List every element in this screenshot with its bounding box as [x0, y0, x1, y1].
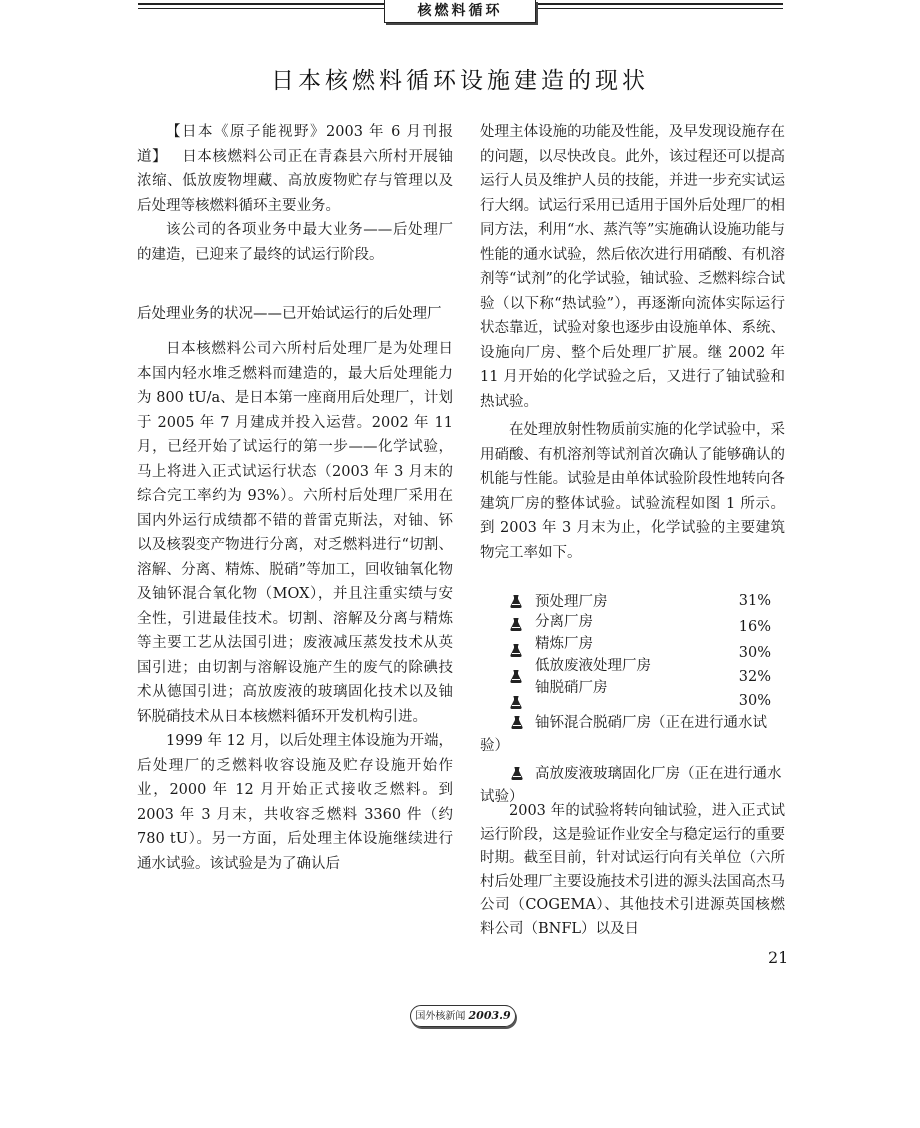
- item-value: 30%: [738, 645, 771, 661]
- paragraph: 日本核燃料公司六所村后处理厂是为处理日本国内轻水堆乏燃料而建造的，最大后处理能力为 800 tU/a、是日本第一座商用后处理厂，计划于 2005 年 7 月建成并投入运营。2002 年 11 月，已经开始了试运行的第一步——化学试验，马上将进入正式试运行状态（2003 年 3 月末的综合完工率约为 93%）。六所村后处理厂采用在国内外运行成绩都不错的普雷克斯法，对铀、钚以及核裂变产物进行分离，对乏燃料进行“切割、溶解、分离、精炼、脱硝”等加工，回收铀氧化物及铀钚混合氧化物（MOX），并且注重实绩与安全性，引进最佳技术。切割、溶解及分离与精炼等主要工艺从法国引进；废液减压蒸发技术从英国引进；由切割与溶解设施产生的废气的除碘技术从德国引进；高放废液的玻璃固化技术以及铀钚脱硝技术从日本核燃料循环开发机构引进。: [137, 341, 453, 725]
- item-value: 16%: [738, 619, 771, 635]
- paragraph: [480, 800, 785, 941]
- right-column: [480, 120, 785, 565]
- list-item: [509, 590, 771, 612]
- item-value: 31%: [738, 593, 771, 609]
- item-value: 32%: [738, 669, 771, 685]
- journal-name: 国外核新闻: [415, 1011, 466, 1022]
- flask-icon: [509, 595, 523, 609]
- list-item: [509, 654, 771, 685]
- list-item: [509, 676, 771, 709]
- intro-text: 日本核燃料公司正在青森县六所村开展铀浓缩、低放废物埋藏、高放废物贮存与管理以及后处理等核燃料循环主要业务。: [137, 148, 454, 214]
- item-label: 精炼厂房: [535, 636, 593, 652]
- paragraph: 在处理放射性物质前实施的化学试验中，采用硝酸、有机溶剂等试剂首次确认了能够确认的机能与性能。试验是由单体试验阶段性地转向各建筑厂房的整体试验。试验流程如图 1 所示。到 2003 年 3 月末为止，化学试验的主要建筑物完工率如下。: [480, 422, 785, 561]
- item-value: 30%: [738, 693, 771, 709]
- item-label: 预处理厂房: [535, 594, 608, 610]
- bullet-item: [480, 712, 785, 758]
- bullet-text: 高放废液玻璃固化厂房（正在进行通水试验）: [480, 766, 782, 805]
- paragraph: 处理主体设施的功能及性能，及早发现设施存在的问题，以尽快改良。此外，该过程还可以提高运行人员及维护人员的技能，并进一步充实试运行大纲。试运行采用已适用于国外后处理厂的相同方法，利用“水、蒸汽等”实施确认设施功能与性能的通水试验，然后依次进行用硝酸、有机溶剂等“试剂”的化学试验，铀试验、乏燃料综合试验（以下称“热试验”），再逐渐向流体实际运行状态靠近，试验对象也逐步由设施单体、系统、设施向厂房、整个后处理厂扩展。继 2002 年 11 月开始的化学试验之后，又进行了铀试验和热试验。: [480, 124, 785, 410]
- journal-badge: [410, 1005, 516, 1027]
- paragraph: 1999 年 12 月，以后处理主体设施为开端，后处理厂的乏燃料收容设施及贮存设施开始作业，2000 年 12 月开始正式接收乏燃料。到 2003 年 3 月末，共收容乏燃料 3360 件（约 780 tU）。另一方面，后处理主体设施继续进行通水试验。该试验是为了确认后: [137, 733, 453, 872]
- item-label: 分离厂房: [535, 614, 593, 630]
- list-item: [509, 610, 771, 635]
- source-citation: 【日本《原子能视野》2003 年 6 月刊报道】: [137, 124, 453, 165]
- flask-icon: [510, 767, 524, 781]
- paragraph-text: 2003 年的试验将转向铀试验，进入正式试运行阶段，这是验证作业安全与稳定运行的重要时期。截至目前，针对试运行向有关单位（六所村后处理厂主要设施技术引进的源头法国高杰马公司（COGEMA）、其他技术引进源英国核燃料公司（BNFL）以及日: [480, 803, 785, 937]
- list-item: [509, 632, 771, 661]
- flask-icon: [509, 618, 523, 632]
- flask-icon: [509, 696, 523, 710]
- item-label: 铀脱硝厂房: [535, 680, 608, 696]
- journal-issue: 2003.9: [468, 1009, 511, 1022]
- section-heading: 后处理业务的状况——已开始试运行的后处理厂: [137, 306, 442, 322]
- paragraph: 该公司的各项业务中最大业务——后处理厂的建造，已迎来了最终的试运行阶段。: [137, 222, 453, 263]
- left-column: [137, 120, 453, 876]
- flask-icon: [510, 716, 524, 730]
- item-label: 低放废液处理厂房: [535, 658, 651, 674]
- page-number: 21: [768, 948, 789, 967]
- bullet-text: 铀钚混合脱硝厂房（正在进行通水试验）: [480, 715, 767, 754]
- section-header: 核燃料循环: [384, 0, 536, 23]
- page-title: 日本核燃料循环设施建造的现状: [271, 68, 649, 94]
- intro-paragraph: [137, 120, 453, 218]
